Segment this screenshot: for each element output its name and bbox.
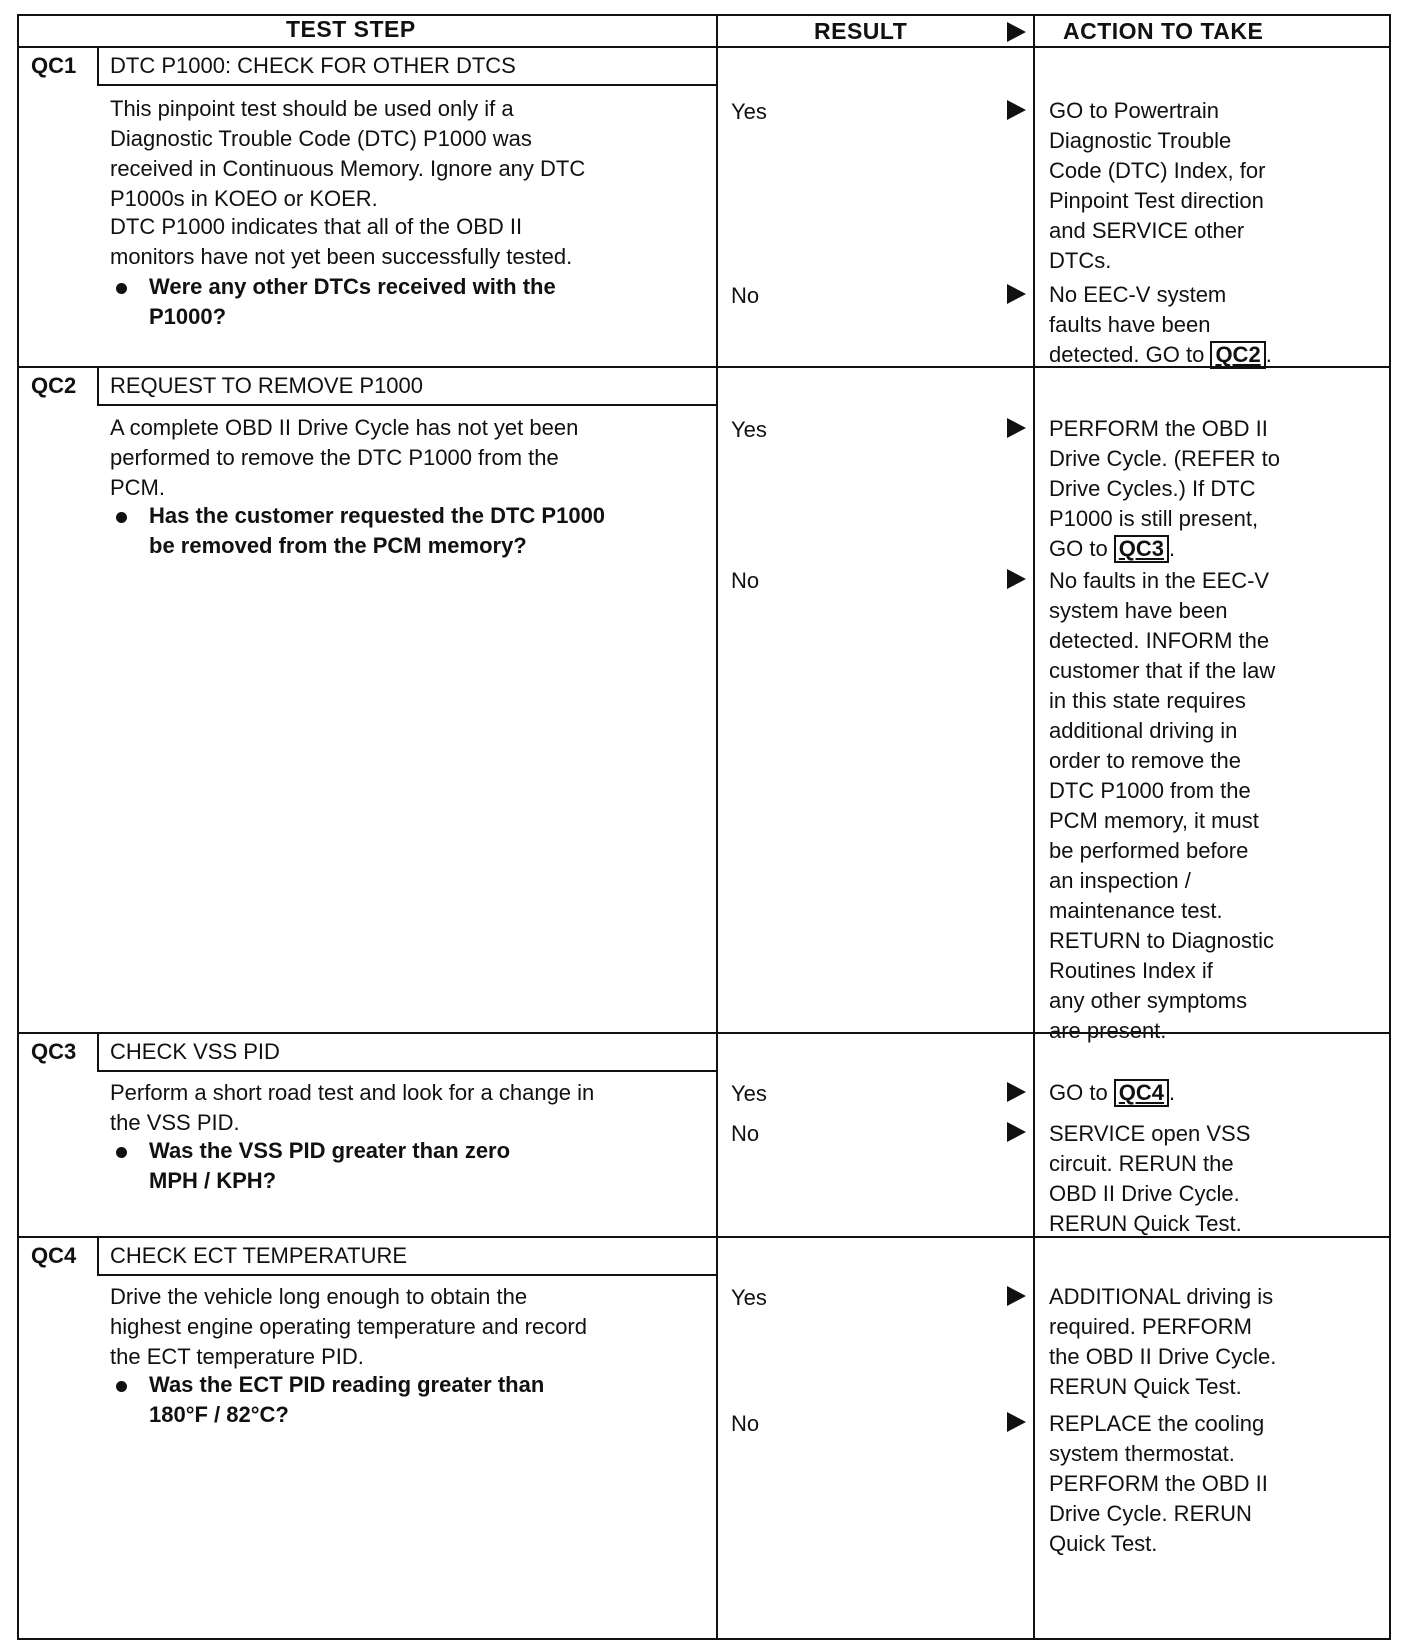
step-reference-link[interactable]	[1114, 1079, 1169, 1107]
action-text	[1049, 566, 1332, 1046]
action-line: REPLACE the cooling	[1049, 1411, 1265, 1436]
header-result: RESULT	[814, 18, 908, 44]
title-divider	[97, 84, 716, 86]
step-code: QC3	[31, 1039, 77, 1064]
step-body-line: received in Continuous Memory. Ignore any DTC	[110, 156, 586, 181]
action-line: an inspection /	[1049, 868, 1191, 893]
result-yes: Yes	[731, 1285, 767, 1310]
action-text	[1049, 1119, 1332, 1239]
action-line: Quick Test.	[1049, 1531, 1158, 1556]
step-title: CHECK ECT TEMPERATURE	[110, 1243, 408, 1268]
step-body-line: Drive the vehicle long enough to obtain the	[110, 1284, 528, 1309]
action-line: additional driving in	[1049, 718, 1238, 743]
step-question-line: 180°F / 82°C?	[149, 1402, 289, 1427]
header-action: ACTION TO TAKE	[1063, 18, 1264, 44]
step-title: CHECK VSS PID	[110, 1039, 280, 1064]
action-period: .	[1169, 1080, 1176, 1105]
action-line: PERFORM the OBD II	[1049, 416, 1268, 441]
action-line: circuit. RERUN the	[1049, 1151, 1234, 1176]
result-no: No	[731, 1121, 760, 1146]
step-title: DTC P1000: CHECK FOR OTHER DTCS	[110, 53, 516, 78]
action-line: in this state requires	[1049, 688, 1246, 713]
action-line: Code (DTC) Index, for	[1049, 158, 1266, 183]
action-period: .	[1169, 536, 1176, 561]
bullet-icon	[116, 1381, 127, 1392]
action-line: system have been	[1049, 598, 1228, 623]
result-yes: Yes	[731, 417, 767, 442]
action-line: Routines Index if	[1049, 958, 1213, 983]
header-arrow-icon	[1007, 22, 1026, 42]
result-arrow-icon	[1007, 1122, 1026, 1142]
action-line: DTC P1000 from the	[1049, 778, 1251, 803]
step-body-line: performed to remove the DTC P1000 from the	[110, 445, 559, 470]
step-code: QC2	[31, 373, 77, 398]
action-text	[1049, 1409, 1332, 1559]
step-reference-label: QC3	[1118, 536, 1165, 561]
code-divider	[97, 1236, 99, 1274]
action-text	[1049, 280, 1332, 370]
step-body-line: A complete OBD II Drive Cycle has not yet been	[110, 415, 579, 440]
result-no: No	[731, 283, 760, 308]
result-yes: Yes	[731, 99, 767, 124]
result-arrow-icon	[1007, 1412, 1026, 1432]
action-line: any other symptoms	[1049, 988, 1248, 1013]
action-line: detected. INFORM the	[1049, 628, 1270, 653]
step-body-line: Perform a short road test and look for a change in	[110, 1080, 595, 1105]
step-body-line: highest engine operating temperature and record	[110, 1314, 587, 1339]
result-arrow-icon	[1007, 569, 1026, 589]
title-divider	[97, 404, 716, 406]
title-divider	[97, 1274, 716, 1276]
action-text	[1049, 414, 1332, 564]
action-line: faults have been	[1049, 312, 1211, 337]
action-line: Drive Cycle. RERUN	[1049, 1501, 1252, 1526]
result-arrow-icon	[1007, 284, 1026, 304]
bullet-icon	[116, 283, 127, 294]
action-line: Pinpoint Test direction	[1049, 188, 1264, 213]
step-question-line: P1000?	[149, 304, 227, 329]
action-line: system thermostat.	[1049, 1441, 1235, 1466]
step-reference-link[interactable]	[1114, 535, 1169, 563]
action-go-to-text: detected. GO to	[1049, 342, 1211, 367]
step-reference-label: QC4	[1118, 1080, 1165, 1105]
step-title: REQUEST TO REMOVE P1000	[110, 373, 424, 398]
action-go-to-text: GO to	[1049, 536, 1114, 561]
action-line	[1049, 1078, 1332, 1108]
action-line: RERUN Quick Test.	[1049, 1211, 1242, 1236]
action-line: PERFORM the OBD II	[1049, 1471, 1268, 1496]
bullet-icon	[116, 1147, 127, 1158]
step-reference-label: QC2	[1215, 342, 1261, 367]
step-question-line: be removed from the PCM memory?	[149, 533, 527, 558]
result-arrow-icon	[1007, 100, 1026, 120]
step-question-line: Was the VSS PID greater than zero	[149, 1138, 511, 1163]
result-no: No	[731, 1411, 760, 1436]
header-divider	[19, 46, 1391, 48]
action-line: required. PERFORM	[1049, 1314, 1252, 1339]
action-line: GO to Powertrain	[1049, 98, 1219, 123]
bullet-icon	[116, 512, 127, 523]
step-body-line: monitors have not yet been successfully tested.	[110, 244, 573, 269]
action-line: maintenance test.	[1049, 898, 1223, 923]
step-question-line: Has the customer requested the DTC P1000	[149, 503, 606, 528]
column-divider-result	[716, 16, 718, 1640]
step-code: QC1	[31, 53, 77, 78]
step-body-line: This pinpoint test should be used only if a	[110, 96, 514, 121]
action-line: P1000 is still present,	[1049, 506, 1259, 531]
action-line	[1049, 340, 1332, 370]
action-line: order to remove the	[1049, 748, 1241, 773]
step-question-line: Was the ECT PID reading greater than	[149, 1372, 545, 1397]
diagnostic-table	[17, 14, 1391, 1640]
title-divider	[97, 1070, 716, 1072]
action-text	[1049, 1078, 1332, 1108]
step-code: QC4	[31, 1243, 77, 1268]
step-question-line: Were any other DTCs received with the	[149, 274, 556, 299]
action-line: ADDITIONAL driving is	[1049, 1284, 1274, 1309]
action-line: SERVICE open VSS	[1049, 1121, 1251, 1146]
action-line: No EEC-V system	[1049, 282, 1227, 307]
action-line: RETURN to Diagnostic	[1049, 928, 1274, 953]
step-question-line: MPH / KPH?	[149, 1168, 277, 1193]
action-line: customer that if the law	[1049, 658, 1276, 683]
action-line: DTCs.	[1049, 248, 1112, 273]
code-divider	[97, 1032, 99, 1070]
action-line: Drive Cycle. (REFER to	[1049, 446, 1281, 471]
action-go-to-text: GO to	[1049, 1080, 1114, 1105]
step-body-line: the VSS PID.	[110, 1110, 240, 1135]
result-arrow-icon	[1007, 1286, 1026, 1306]
action-line: the OBD II Drive Cycle.	[1049, 1344, 1277, 1369]
step-body-line: DTC P1000 indicates that all of the OBD II	[110, 214, 523, 239]
action-line: RERUN Quick Test.	[1049, 1374, 1242, 1399]
code-divider	[97, 46, 99, 84]
result-arrow-icon	[1007, 1082, 1026, 1102]
action-line: Diagnostic Trouble	[1049, 128, 1232, 153]
step-body-line: the ECT temperature PID.	[110, 1344, 364, 1369]
action-line: are present.	[1049, 1018, 1167, 1043]
action-line: be performed before	[1049, 838, 1249, 863]
action-text	[1049, 96, 1332, 276]
action-line: No faults in the EEC-V	[1049, 568, 1270, 593]
action-line: PCM memory, it must	[1049, 808, 1259, 833]
result-no: No	[731, 568, 760, 593]
code-divider	[97, 366, 99, 404]
action-line: Drive Cycles.) If DTC	[1049, 476, 1256, 501]
step-body-line: Diagnostic Trouble Code (DTC) P1000 was	[110, 126, 532, 151]
action-line: OBD II Drive Cycle.	[1049, 1181, 1240, 1206]
action-text	[1049, 1282, 1332, 1402]
result-arrow-icon	[1007, 418, 1026, 438]
action-line	[1049, 534, 1332, 564]
step-body-line: PCM.	[110, 475, 165, 500]
column-divider-action	[1033, 16, 1035, 1640]
action-line: and SERVICE other	[1049, 218, 1245, 243]
step-body-line: P1000s in KOEO or KOER.	[110, 186, 378, 211]
result-yes: Yes	[731, 1081, 767, 1106]
step-reference-link[interactable]	[1210, 341, 1265, 369]
header-test-step: TEST STEP	[286, 16, 416, 42]
action-period: .	[1265, 342, 1272, 367]
